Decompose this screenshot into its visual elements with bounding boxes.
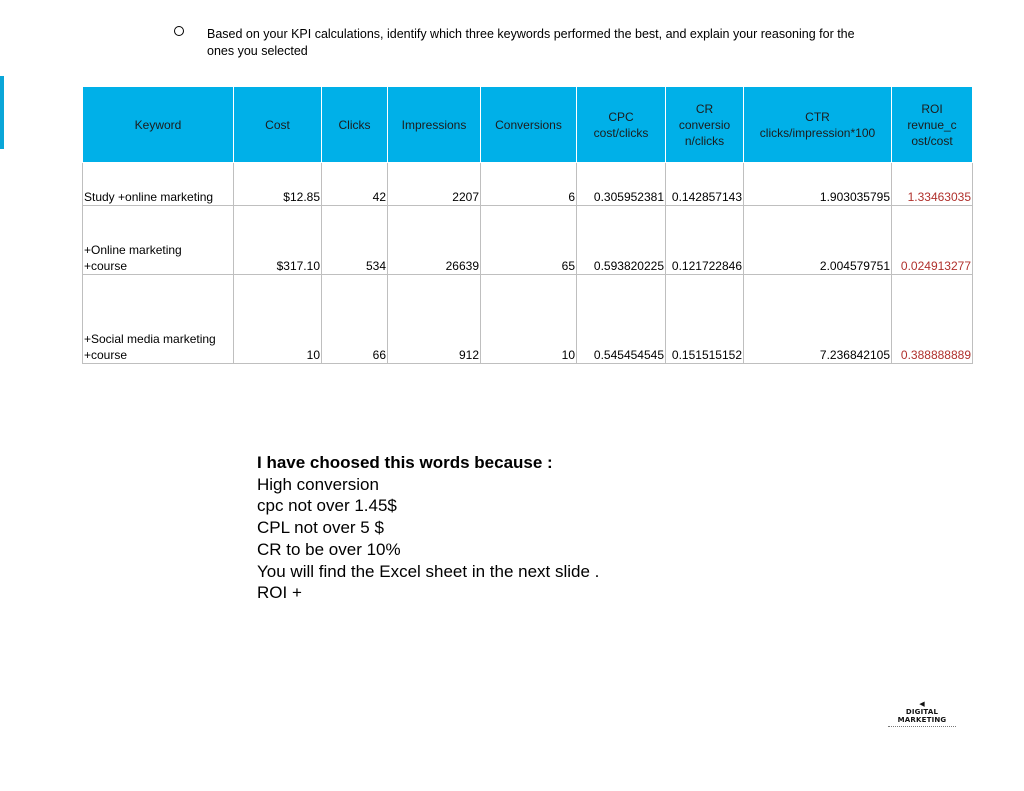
reason-item: cpc not over 1.45$ xyxy=(257,496,397,516)
cell-cr: 0.151515152 xyxy=(666,275,744,364)
cell-impressions: 912 xyxy=(388,275,481,364)
cell-impressions: 26639 xyxy=(388,206,481,275)
cell-impressions: 2207 xyxy=(388,163,481,206)
header-ctr: CTR clicks/impression*100 xyxy=(744,87,892,163)
cell-conversions: 10 xyxy=(481,275,577,364)
cell-roi: 0.024913277 xyxy=(892,206,973,275)
header-impressions: Impressions xyxy=(388,87,481,163)
logo-text: DIGITAL MARKETING xyxy=(897,708,947,724)
cell-cpc: 0.305952381 xyxy=(577,163,666,206)
kpi-table xyxy=(82,86,973,364)
cell-cost: $12.85 xyxy=(234,163,322,206)
reason-item: High conversion xyxy=(257,474,379,494)
reason-item: You will find the Excel sheet in the next slide . xyxy=(257,561,600,581)
cell-ctr: 2.004579751 xyxy=(744,206,892,275)
cell-roi: 1.33463035 xyxy=(892,163,973,206)
header-roi: ROI revnue_c ost/cost xyxy=(892,87,973,163)
header-cpc: CPC cost/clicks xyxy=(577,87,666,163)
cell-ctr: 1.903035795 xyxy=(744,163,892,206)
table-row xyxy=(83,206,973,275)
megaphone-icon: ◀ xyxy=(919,700,925,708)
table-row xyxy=(83,275,973,364)
reasoning-heading: I have choosed this words because : xyxy=(257,453,553,472)
reason-item: CR to be over 10% xyxy=(257,539,401,559)
cell-conversions: 6 xyxy=(481,163,577,206)
table-header-row xyxy=(83,87,973,163)
digital-marketing-logo xyxy=(888,700,956,729)
table-row xyxy=(83,163,973,206)
logo-underline xyxy=(888,726,956,729)
side-accent-bar xyxy=(0,76,4,149)
cell-clicks: 42 xyxy=(322,163,388,206)
cell-conversions: 65 xyxy=(481,206,577,275)
cell-cr: 0.142857143 xyxy=(666,163,744,206)
header-keyword: Keyword xyxy=(83,87,234,163)
header-clicks: Clicks xyxy=(322,87,388,163)
cell-cr: 0.121722846 xyxy=(666,206,744,275)
cell-cost: 10 xyxy=(234,275,322,364)
reasoning-block xyxy=(257,452,599,604)
cell-ctr: 7.236842105 xyxy=(744,275,892,364)
cell-clicks: 534 xyxy=(322,206,388,275)
cell-keyword: Study +online marketing xyxy=(83,163,234,206)
cell-cost: $317.10 xyxy=(234,206,322,275)
hollow-bullet-icon xyxy=(174,26,184,36)
cell-keyword: +Online marketing +course xyxy=(83,206,234,275)
header-cost: Cost xyxy=(234,87,322,163)
header-cr: CR conversio n/clicks xyxy=(666,87,744,163)
cell-clicks: 66 xyxy=(322,275,388,364)
cell-cpc: 0.545454545 xyxy=(577,275,666,364)
cell-keyword: +Social media marketing +course xyxy=(83,275,234,364)
cell-cpc: 0.593820225 xyxy=(577,206,666,275)
cell-roi: 0.388888889 xyxy=(892,275,973,364)
instruction-text: Based on your KPI calculations, identify which three keywords performed the best, and explain your reasoning for the ones you selected xyxy=(207,27,855,58)
reason-item: CPL not over 5 $ xyxy=(257,518,384,538)
header-conversions: Conversions xyxy=(481,87,577,163)
reason-item: ROI + xyxy=(257,583,302,603)
